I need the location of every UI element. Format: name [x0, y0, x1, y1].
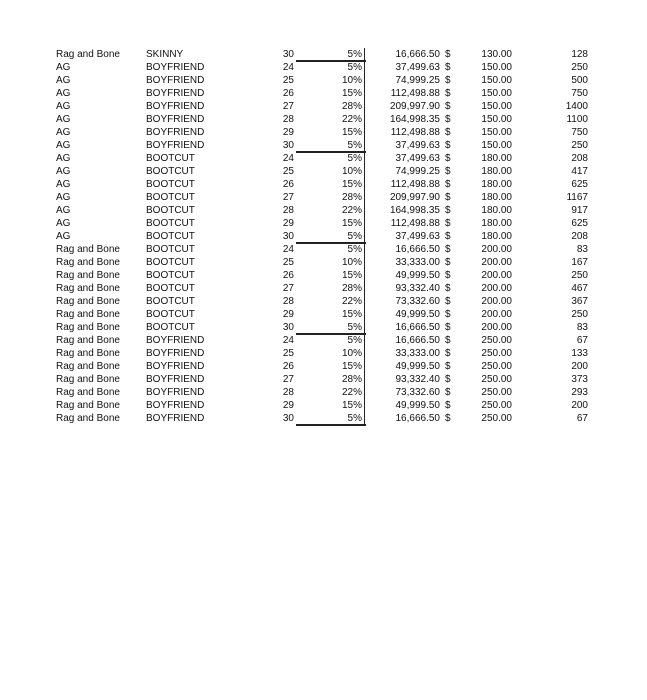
column-border [364, 178, 365, 191]
price-cell[interactable]: 180.00 [481, 192, 512, 203]
quantity-cell[interactable]: 250 [571, 62, 588, 73]
brand-cell[interactable]: Rag and Bone [56, 387, 120, 398]
style-cell[interactable]: BOYFRIEND [146, 62, 205, 73]
amount-cell[interactable]: 16,666.50 [395, 413, 440, 424]
table-row [0, 360, 647, 373]
style-cell[interactable]: BOOTCUT [146, 283, 195, 294]
quantity-cell[interactable]: 250 [571, 270, 588, 281]
price-cell[interactable]: 200.00 [481, 244, 512, 255]
amount-cell[interactable]: 16,666.50 [395, 49, 440, 60]
column-border [364, 126, 365, 139]
price-cell[interactable]: 250.00 [481, 387, 512, 398]
percent-cell[interactable]: 15% [341, 218, 362, 229]
brand-cell[interactable]: Rag and Bone [56, 361, 120, 372]
percent-cell[interactable]: 22% [341, 387, 362, 398]
style-cell[interactable]: BOOTCUT [146, 218, 195, 229]
percent-cell[interactable]: 5% [347, 231, 362, 242]
amount-cell[interactable]: 209,997.90 [389, 101, 440, 112]
currency-symbol: $ [445, 192, 451, 203]
column-border [364, 191, 365, 204]
brand-cell[interactable]: AG [56, 179, 71, 190]
quantity-cell[interactable]: 1100 [566, 114, 588, 125]
percent-cell[interactable]: 5% [347, 244, 362, 255]
quantity-cell[interactable]: 200 [571, 361, 588, 372]
currency-symbol: $ [445, 140, 451, 151]
style-cell[interactable]: BOOTCUT [146, 153, 195, 164]
amount-cell[interactable]: 112,498.88 [390, 179, 440, 190]
amount-cell[interactable]: 112,498.88 [390, 127, 440, 138]
price-cell[interactable]: 180.00 [481, 231, 512, 242]
percent-cell[interactable]: 10% [341, 348, 362, 359]
amount-cell[interactable]: 93,332.40 [395, 283, 440, 294]
percent-cell[interactable]: 22% [341, 296, 362, 307]
style-cell[interactable]: BOYFRIEND [146, 101, 205, 112]
currency-symbol: $ [445, 270, 451, 281]
style-cell[interactable]: BOYFRIEND [146, 140, 205, 151]
price-cell[interactable]: 200.00 [481, 296, 512, 307]
amount-cell[interactable]: 16,666.50 [395, 322, 440, 333]
size-cell[interactable]: 28 [282, 114, 294, 125]
currency-symbol: $ [445, 153, 451, 164]
size-cell[interactable]: 26 [282, 270, 294, 281]
quantity-cell[interactable]: 750 [571, 127, 588, 138]
brand-cell[interactable]: AG [56, 218, 71, 229]
price-cell[interactable]: 250.00 [481, 335, 512, 346]
amount-cell[interactable]: 49,999.50 [395, 400, 440, 411]
size-cell[interactable]: 30 [282, 322, 294, 333]
table-row [0, 126, 647, 139]
brand-cell[interactable]: AG [56, 114, 71, 125]
brand-cell[interactable]: Rag and Bone [56, 270, 120, 281]
price-cell[interactable]: 250.00 [481, 374, 512, 385]
spreadsheet-table [0, 48, 647, 425]
price-cell[interactable]: 180.00 [481, 205, 512, 216]
percent-cell[interactable]: 10% [341, 257, 362, 268]
brand-cell[interactable]: Rag and Bone [56, 374, 120, 385]
brand-cell[interactable]: AG [56, 140, 71, 151]
quantity-cell[interactable]: 917 [571, 205, 588, 216]
column-border [364, 100, 365, 113]
amount-cell[interactable]: 73,332.60 [395, 387, 440, 398]
percent-cell[interactable]: 5% [347, 49, 362, 60]
percent-cell[interactable]: 28% [341, 283, 362, 294]
brand-cell[interactable]: Rag and Bone [56, 400, 120, 411]
currency-symbol: $ [445, 49, 451, 60]
column-border [364, 399, 365, 412]
currency-symbol: $ [445, 62, 451, 73]
quantity-cell[interactable]: 67 [576, 413, 588, 424]
table-row [0, 308, 647, 321]
table-row [0, 373, 647, 386]
style-cell[interactable]: BOYFRIEND [146, 127, 205, 138]
quantity-cell[interactable]: 467 [571, 283, 588, 294]
brand-cell[interactable]: AG [56, 88, 71, 99]
column-border [364, 360, 365, 373]
style-cell[interactable]: BOYFRIEND [146, 114, 205, 125]
percent-cell[interactable]: 15% [341, 270, 362, 281]
quantity-cell[interactable]: 133 [571, 348, 588, 359]
size-cell[interactable]: 28 [282, 205, 294, 216]
percent-cell[interactable]: 15% [341, 127, 362, 138]
percent-cell[interactable]: 10% [341, 166, 362, 177]
percent-cell[interactable]: 15% [341, 179, 362, 190]
price-cell[interactable]: 200.00 [481, 322, 512, 333]
column-border [364, 256, 365, 269]
brand-cell[interactable]: AG [56, 192, 71, 203]
column-border [364, 347, 365, 360]
table-row [0, 347, 647, 360]
quantity-cell[interactable]: 167 [571, 257, 588, 268]
quantity-cell[interactable]: 250 [571, 140, 588, 151]
currency-symbol: $ [445, 257, 451, 268]
column-border [364, 386, 365, 399]
table-row [0, 152, 647, 165]
size-cell[interactable]: 29 [282, 218, 294, 229]
column-border [364, 74, 365, 87]
table-row [0, 269, 647, 282]
percent-cell[interactable]: 28% [341, 192, 362, 203]
price-cell[interactable]: 180.00 [481, 218, 512, 229]
quantity-cell[interactable]: 1167 [566, 192, 588, 203]
currency-symbol: $ [445, 88, 451, 99]
currency-symbol: $ [445, 75, 451, 86]
group-border [296, 333, 366, 335]
price-cell[interactable]: 200.00 [481, 257, 512, 268]
column-border [364, 87, 365, 100]
amount-cell[interactable]: 37,499.63 [395, 231, 440, 242]
amount-cell[interactable]: 164,998.35 [389, 114, 440, 125]
brand-cell[interactable]: AG [56, 75, 71, 86]
currency-symbol: $ [445, 348, 451, 359]
percent-cell[interactable]: 5% [347, 153, 362, 164]
percent-cell[interactable]: 5% [347, 140, 362, 151]
quantity-cell[interactable]: 67 [576, 335, 588, 346]
style-cell[interactable]: BOOTCUT [146, 257, 195, 268]
size-cell[interactable]: 24 [282, 62, 294, 73]
table-row [0, 87, 647, 100]
currency-symbol: $ [445, 244, 451, 255]
group-border [296, 424, 366, 426]
quantity-cell[interactable]: 367 [571, 296, 588, 307]
percent-cell[interactable]: 15% [341, 309, 362, 320]
quantity-cell[interactable]: 128 [571, 49, 588, 60]
table-row [0, 165, 647, 178]
percent-cell[interactable]: 15% [341, 400, 362, 411]
size-cell[interactable]: 30 [282, 140, 294, 151]
quantity-cell[interactable]: 83 [576, 244, 588, 255]
amount-cell[interactable]: 74,999.25 [395, 75, 440, 86]
amount-cell[interactable]: 112,498.88 [390, 88, 440, 99]
quantity-cell[interactable]: 625 [571, 218, 588, 229]
price-cell[interactable]: 250.00 [481, 361, 512, 372]
brand-cell[interactable]: Rag and Bone [56, 348, 120, 359]
style-cell[interactable]: BOOTCUT [146, 270, 195, 281]
group-border [296, 151, 366, 153]
brand-cell[interactable]: Rag and Bone [56, 296, 120, 307]
price-cell[interactable]: 200.00 [481, 309, 512, 320]
table-row [0, 282, 647, 295]
currency-symbol: $ [445, 309, 451, 320]
style-cell[interactable]: BOOTCUT [146, 205, 195, 216]
table-row [0, 243, 647, 256]
percent-cell[interactable]: 22% [341, 114, 362, 125]
quantity-cell[interactable]: 1400 [565, 101, 588, 112]
column-border [364, 204, 365, 217]
price-cell[interactable]: 180.00 [481, 166, 512, 177]
price-cell[interactable]: 180.00 [481, 179, 512, 190]
amount-cell[interactable]: 112,498.88 [390, 218, 440, 229]
style-cell[interactable]: BOOTCUT [146, 192, 195, 203]
amount-cell[interactable]: 33,333.00 [395, 257, 440, 268]
table-row [0, 74, 647, 87]
percent-cell[interactable]: 15% [341, 88, 362, 99]
brand-cell[interactable]: Rag and Bone [56, 322, 120, 333]
style-cell[interactable]: BOOTCUT [146, 244, 195, 255]
column-border [364, 334, 365, 347]
quantity-cell[interactable]: 293 [571, 387, 588, 398]
table-row [0, 100, 647, 113]
amount-cell[interactable]: 73,332.60 [395, 296, 440, 307]
quantity-cell[interactable]: 750 [571, 88, 588, 99]
style-cell[interactable]: BOYFRIEND [146, 335, 205, 346]
size-cell[interactable]: 30 [282, 413, 294, 424]
brand-cell[interactable]: Rag and Bone [56, 49, 120, 60]
price-cell[interactable]: 150.00 [481, 114, 512, 125]
table-row [0, 256, 647, 269]
currency-symbol: $ [445, 205, 451, 216]
column-border [364, 165, 365, 178]
quantity-cell[interactable]: 208 [571, 231, 588, 242]
size-cell[interactable]: 26 [282, 361, 294, 372]
style-cell[interactable]: BOOTCUT [146, 296, 195, 307]
price-cell[interactable]: 150.00 [481, 62, 512, 73]
price-cell[interactable]: 150.00 [481, 101, 512, 112]
percent-cell[interactable]: 5% [347, 413, 362, 424]
quantity-cell[interactable]: 83 [576, 322, 588, 333]
column-border [364, 152, 365, 165]
quantity-cell[interactable]: 250 [571, 309, 588, 320]
column-border [364, 373, 365, 386]
percent-cell[interactable]: 28% [341, 374, 362, 385]
currency-symbol: $ [445, 179, 451, 190]
currency-symbol: $ [445, 413, 451, 424]
brand-cell[interactable]: Rag and Bone [56, 413, 120, 424]
column-border [364, 61, 365, 74]
currency-symbol: $ [445, 361, 451, 372]
size-cell[interactable]: 24 [282, 244, 294, 255]
brand-cell[interactable]: AG [56, 166, 71, 177]
column-border [364, 217, 365, 230]
column-border [364, 113, 365, 126]
percent-cell[interactable]: 10% [341, 75, 362, 86]
brand-cell[interactable]: Rag and Bone [56, 244, 120, 255]
table-row [0, 295, 647, 308]
table-row [0, 217, 647, 230]
size-cell[interactable]: 27 [282, 101, 294, 112]
style-cell[interactable]: BOYFRIEND [146, 400, 205, 411]
currency-symbol: $ [445, 218, 451, 229]
currency-symbol: $ [445, 166, 451, 177]
amount-cell[interactable]: 93,332.40 [395, 374, 440, 385]
style-cell[interactable]: BOYFRIEND [146, 413, 205, 424]
quantity-cell[interactable]: 417 [571, 166, 588, 177]
percent-cell[interactable]: 22% [341, 205, 362, 216]
style-cell[interactable]: BOOTCUT [146, 322, 195, 333]
percent-cell[interactable]: 28% [341, 101, 362, 112]
amount-cell[interactable]: 37,499.63 [395, 62, 440, 73]
style-cell[interactable]: BOOTCUT [146, 309, 195, 320]
table-row [0, 386, 647, 399]
currency-symbol: $ [445, 283, 451, 294]
amount-cell[interactable]: 49,999.50 [395, 309, 440, 320]
brand-cell[interactable]: AG [56, 62, 71, 73]
brand-cell[interactable]: Rag and Bone [56, 335, 120, 346]
amount-cell[interactable]: 164,998.35 [389, 205, 440, 216]
size-cell[interactable]: 29 [282, 127, 294, 138]
amount-cell[interactable]: 16,666.50 [395, 244, 440, 255]
size-cell[interactable]: 24 [282, 335, 294, 346]
currency-symbol: $ [445, 296, 451, 307]
group-border [296, 242, 366, 244]
percent-cell[interactable]: 5% [347, 322, 362, 333]
brand-cell[interactable]: AG [56, 127, 71, 138]
size-cell[interactable]: 29 [282, 309, 294, 320]
table-row [0, 178, 647, 191]
column-border [364, 282, 365, 295]
currency-symbol: $ [445, 387, 451, 398]
brand-cell[interactable]: AG [56, 153, 71, 164]
group-border [296, 60, 366, 62]
price-cell[interactable]: 130.00 [481, 49, 512, 60]
size-cell[interactable]: 30 [282, 49, 294, 60]
size-cell[interactable]: 26 [282, 88, 294, 99]
price-cell[interactable]: 150.00 [481, 88, 512, 99]
style-cell[interactable]: BOYFRIEND [146, 361, 205, 372]
price-cell[interactable]: 180.00 [481, 153, 512, 164]
style-cell[interactable]: BOYFRIEND [146, 88, 205, 99]
quantity-cell[interactable]: 200 [571, 400, 588, 411]
percent-cell[interactable]: 15% [341, 361, 362, 372]
size-cell[interactable]: 25 [282, 166, 294, 177]
table-row [0, 191, 647, 204]
price-cell[interactable]: 250.00 [481, 413, 512, 424]
brand-cell[interactable]: Rag and Bone [56, 257, 120, 268]
amount-cell[interactable]: 49,999.50 [395, 361, 440, 372]
brand-cell[interactable]: AG [56, 231, 71, 242]
quantity-cell[interactable]: 500 [571, 75, 588, 86]
price-cell[interactable]: 150.00 [481, 127, 512, 138]
style-cell[interactable]: BOOTCUT [146, 179, 195, 190]
size-cell[interactable]: 28 [282, 387, 294, 398]
brand-cell[interactable]: Rag and Bone [56, 283, 120, 294]
size-cell[interactable]: 24 [282, 153, 294, 164]
currency-symbol: $ [445, 127, 451, 138]
table-row [0, 204, 647, 217]
column-border [364, 308, 365, 321]
currency-symbol: $ [445, 335, 451, 346]
currency-symbol: $ [445, 101, 451, 112]
brand-cell[interactable]: AG [56, 205, 71, 216]
size-cell[interactable]: 27 [282, 192, 294, 203]
size-cell[interactable]: 26 [282, 179, 294, 190]
style-cell[interactable]: BOYFRIEND [146, 75, 205, 86]
column-border [364, 295, 365, 308]
style-cell[interactable]: BOOTCUT [146, 166, 195, 177]
table-row [0, 113, 647, 126]
amount-cell[interactable]: 49,999.50 [395, 270, 440, 281]
currency-symbol: $ [445, 114, 451, 125]
amount-cell[interactable]: 37,499.63 [395, 153, 440, 164]
column-border [364, 269, 365, 282]
amount-cell[interactable]: 33,333.00 [395, 348, 440, 359]
price-cell[interactable]: 250.00 [481, 348, 512, 359]
price-cell[interactable]: 200.00 [481, 270, 512, 281]
amount-cell[interactable]: 209,997.90 [389, 192, 440, 203]
currency-symbol: $ [445, 374, 451, 385]
quantity-cell[interactable]: 625 [571, 179, 588, 190]
style-cell[interactable]: SKINNY [146, 49, 184, 60]
price-cell[interactable]: 250.00 [481, 400, 512, 411]
size-cell[interactable]: 25 [282, 348, 294, 359]
amount-cell[interactable]: 16,666.50 [395, 335, 440, 346]
quantity-cell[interactable]: 208 [571, 153, 588, 164]
currency-symbol: $ [445, 400, 451, 411]
price-cell[interactable]: 200.00 [481, 283, 512, 294]
table-row [0, 61, 647, 74]
style-cell[interactable]: BOYFRIEND [146, 348, 205, 359]
size-cell[interactable]: 27 [282, 283, 294, 294]
brand-cell[interactable]: Rag and Bone [56, 309, 120, 320]
brand-cell[interactable]: AG [56, 101, 71, 112]
column-border [364, 243, 365, 256]
percent-cell[interactable]: 5% [347, 62, 362, 73]
style-cell[interactable]: BOYFRIEND [146, 374, 205, 385]
style-cell[interactable]: BOOTCUT [146, 231, 195, 242]
currency-symbol: $ [445, 231, 451, 242]
price-cell[interactable]: 150.00 [481, 140, 512, 151]
amount-cell[interactable]: 74,999.25 [395, 166, 440, 177]
size-cell[interactable]: 29 [282, 400, 294, 411]
size-cell[interactable]: 30 [282, 231, 294, 242]
table-row [0, 334, 647, 347]
style-cell[interactable]: BOYFRIEND [146, 387, 205, 398]
percent-cell[interactable]: 5% [347, 335, 362, 346]
amount-cell[interactable]: 37,499.63 [395, 140, 440, 151]
size-cell[interactable]: 28 [282, 296, 294, 307]
currency-symbol: $ [445, 322, 451, 333]
price-cell[interactable]: 150.00 [481, 75, 512, 86]
size-cell[interactable]: 25 [282, 75, 294, 86]
quantity-cell[interactable]: 373 [571, 374, 588, 385]
size-cell[interactable]: 27 [282, 374, 294, 385]
size-cell[interactable]: 25 [282, 257, 294, 268]
table-row [0, 399, 647, 412]
